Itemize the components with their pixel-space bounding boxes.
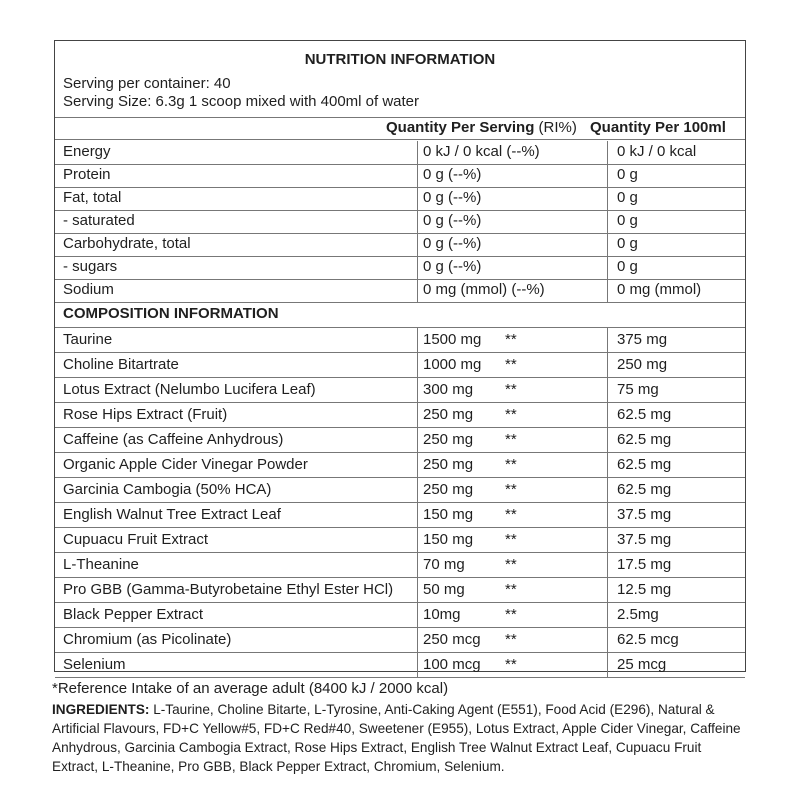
composition-row-ri: **: [505, 656, 517, 673]
divider: [55, 377, 745, 378]
composition-row-serving: 300 mg: [423, 381, 474, 398]
divider: [55, 402, 745, 403]
composition-row-ri: **: [505, 581, 517, 598]
nutrition-row-label: Sodium: [63, 281, 114, 298]
serving-per-container: Serving per container: 40: [63, 75, 231, 92]
divider: [55, 352, 745, 353]
composition-row-label: Garcinia Cambogia (50% HCA): [63, 481, 272, 498]
composition-row-per100: 75 mg: [617, 381, 659, 398]
composition-row-per100: 62.5 mg: [617, 456, 672, 473]
divider: [55, 652, 745, 653]
composition-row-per100: 62.5 mcg: [617, 631, 679, 648]
composition-row-label: English Walnut Tree Extract Leaf: [63, 506, 281, 523]
divider: [55, 502, 745, 503]
composition-row-per100: 62.5 mg: [617, 481, 672, 498]
divider: [55, 427, 745, 428]
composition-row-serving: 50 mg: [423, 581, 465, 598]
composition-row-serving: 1500 mg: [423, 331, 482, 348]
composition-row-ri: **: [505, 606, 517, 623]
nutrition-row-serving: 0 mg (mmol) (--%): [423, 281, 545, 298]
column-divider: [607, 327, 608, 677]
composition-row-ri: **: [505, 381, 517, 398]
composition-row-label: Black Pepper Extract: [63, 606, 204, 623]
composition-row-label: Lotus Extract (Nelumbo Lucifera Leaf): [63, 381, 316, 398]
divider: [55, 627, 745, 628]
composition-row-ri: **: [505, 481, 517, 498]
composition-row-serving: 250 mg: [423, 481, 474, 498]
nutrition-row-serving: 0 g (--%): [423, 235, 482, 252]
nutrition-row-per100: 0 g: [617, 258, 638, 275]
nutrition-row-label: Protein: [63, 166, 111, 183]
composition-row-label: Cupuacu Fruit Extract: [63, 531, 209, 548]
composition-row-per100: 62.5 mg: [617, 431, 672, 448]
divider: [55, 602, 745, 603]
panel-title: NUTRITION INFORMATION: [304, 51, 496, 68]
nutrition-row-serving: 0 g (--%): [423, 212, 482, 229]
header-per-serving-label: Quantity Per Serving: [386, 119, 535, 136]
composition-row-ri: **: [505, 556, 517, 573]
nutrition-row-per100: 0 g: [617, 166, 638, 183]
composition-row-ri: **: [505, 456, 517, 473]
composition-row-per100: 375 mg: [617, 331, 668, 348]
composition-row-label: Selenium: [63, 656, 126, 673]
composition-row-ri: **: [505, 431, 517, 448]
serving-size: Serving Size: 6.3g 1 scoop mixed with 400ml of water: [63, 93, 420, 110]
divider: [55, 117, 745, 118]
nutrition-row-label: Energy: [63, 143, 111, 160]
divider: [55, 187, 745, 188]
nutrition-row-per100: 0 g: [617, 212, 638, 229]
nutrition-panel: [54, 40, 746, 672]
composition-row-per100: 2.5mg: [617, 606, 659, 623]
ingredients-block: [52, 700, 748, 776]
composition-row-serving: 70 mg: [423, 556, 465, 573]
column-divider: [607, 141, 608, 302]
ingredients-text: L-Taurine, Choline Bitarte, L-Tyrosine, Anti-Caking Agent (E551), Food Acid (E296), Natural & Artificial Flavours, FD+C Yellow#5, FD+C Red#40, Sweetener (E955), Lotus Extract, Apple Cider Vinegar, Caffeine Anhydrous, Garcinia Cambogia Extract, Rose Hips Extract, English Tree Walnut Extract Leaf, Cupuacu Fruit Extract, L-Theanine, Pro GBB, Black Pepper Extract, Chromium, Selenium.: [52, 702, 741, 774]
nutrition-row-per100: 0 mg (mmol): [617, 281, 702, 298]
divider: [55, 327, 745, 328]
header-ri-label: (RI%): [534, 119, 577, 136]
composition-row-ri: **: [505, 631, 517, 648]
composition-row-per100: 250 mg: [617, 356, 668, 373]
composition-row-label: Chromium (as Picolinate): [63, 631, 232, 648]
nutrition-row-per100: 0 g: [617, 235, 638, 252]
divider: [55, 210, 745, 211]
column-divider: [417, 141, 418, 302]
divider: [55, 302, 745, 303]
nutrition-row-serving: 0 g (--%): [423, 189, 482, 206]
composition-row-serving: 250 mg: [423, 456, 474, 473]
column-divider: [417, 327, 418, 677]
nutrition-row-serving: 0 kJ / 0 kcal (--%): [423, 143, 540, 160]
composition-row-serving: 1000 mg: [423, 356, 482, 373]
composition-row-per100: 37.5 mg: [617, 506, 672, 523]
composition-row-label: Rose Hips Extract (Fruit): [63, 406, 228, 423]
composition-row-label: Organic Apple Cider Vinegar Powder: [63, 456, 308, 473]
divider: [55, 233, 745, 234]
composition-row-label: Caffeine (as Caffeine Anhydrous): [63, 431, 284, 448]
header-per-100ml: Quantity Per 100ml: [590, 119, 726, 136]
header-per-serving: [386, 119, 577, 137]
ingredients-label: INGREDIENTS:: [52, 702, 150, 717]
nutrition-row-label: - sugars: [63, 258, 118, 275]
composition-row-serving: 250 mg: [423, 431, 474, 448]
composition-row-ri: **: [505, 356, 517, 373]
nutrition-row-per100: 0 g: [617, 189, 638, 206]
divider: [55, 279, 745, 280]
composition-row-per100: 37.5 mg: [617, 531, 672, 548]
composition-row-per100: 25 mcg: [617, 656, 667, 673]
divider: [55, 256, 745, 257]
divider: [55, 577, 745, 578]
composition-row-serving: 150 mg: [423, 506, 474, 523]
composition-row-per100: 12.5 mg: [617, 581, 672, 598]
composition-row-ri: **: [505, 506, 517, 523]
composition-row-ri: **: [505, 531, 517, 548]
divider: [55, 164, 745, 165]
composition-row-label: Choline Bitartrate: [63, 356, 179, 373]
composition-row-serving: 250 mg: [423, 406, 474, 423]
nutrition-row-per100: 0 kJ / 0 kcal: [617, 143, 697, 160]
composition-row-label: Taurine: [63, 331, 113, 348]
divider: [55, 527, 745, 528]
composition-row-ri: **: [505, 406, 517, 423]
reference-note: *Reference Intake of an average adult (8400 kJ / 2000 kcal): [52, 680, 449, 697]
composition-row-serving: 250 mcg: [423, 631, 481, 648]
divider: [55, 477, 745, 478]
nutrition-row-serving: 0 g (--%): [423, 166, 482, 183]
divider: [55, 139, 745, 140]
composition-row-label: Pro GBB (Gamma-Butyrobetaine Ethyl Ester HCl): [63, 581, 394, 598]
composition-row-label: L-Theanine: [63, 556, 139, 573]
divider: [55, 452, 745, 453]
composition-row-serving: 150 mg: [423, 531, 474, 548]
nutrition-row-serving: 0 g (--%): [423, 258, 482, 275]
composition-row-serving: 10mg: [423, 606, 461, 623]
nutrition-row-label: Fat, total: [63, 189, 122, 206]
nutrition-row-label: Carbohydrate, total: [63, 235, 191, 252]
composition-row-per100: 62.5 mg: [617, 406, 672, 423]
divider: [55, 552, 745, 553]
composition-row-per100: 17.5 mg: [617, 556, 672, 573]
composition-row-serving: 100 mcg: [423, 656, 481, 673]
composition-row-ri: **: [505, 331, 517, 348]
composition-title: COMPOSITION INFORMATION: [63, 305, 279, 322]
nutrition-row-label: - saturated: [63, 212, 135, 229]
divider: [55, 677, 745, 678]
